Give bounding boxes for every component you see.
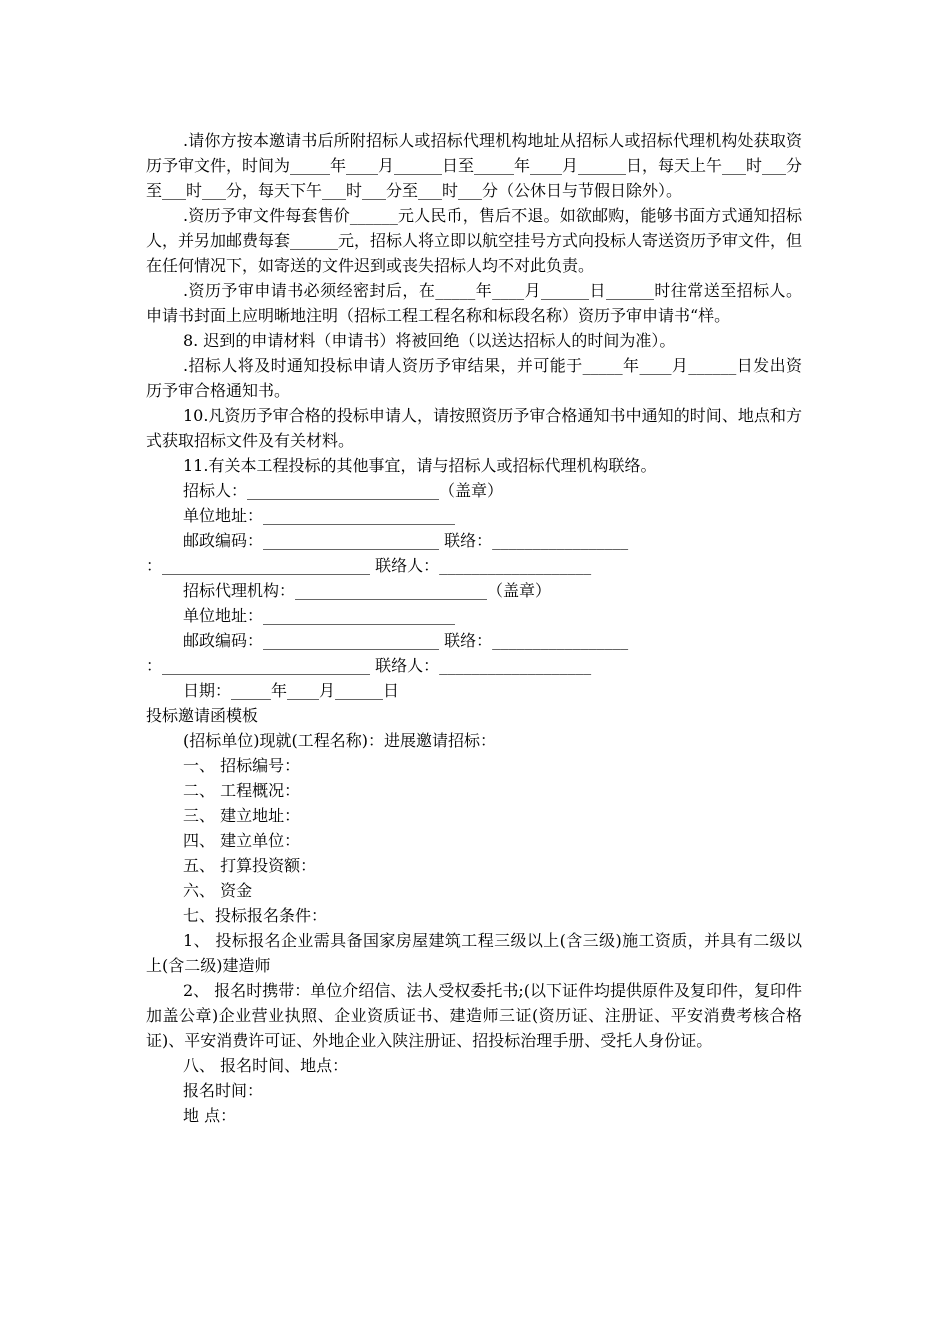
item-project-overview: 二、 工程概况： xyxy=(183,781,301,800)
paragraph-contact: 11.有关本工程投标的其他事宜，请与招标人或招标代理机构联络。 xyxy=(183,456,657,475)
paragraph-document-price: .资历予审文件每套售价______元人民币，售后不退。如欲邮购，能够书面方式通知招标人，并另加邮费每套______元，招标人将立即以航空挂号方式向投标人寄送资历予审文件，但在任何情况下，如寄送的文件迟到或丧失招标人均不对此负责。 xyxy=(146,206,803,275)
paragraph-sealed-submission: .资历予审申请书必须经密封后，在_____年____月______日______时往常送至招标人。申请书封面上应明晰地注明（招标工程工程名称和标段名称）资历予审申请书“样。 xyxy=(146,281,802,325)
item-funding: 六、 资金 xyxy=(183,881,253,900)
item-construction-site: 三、 建立地址： xyxy=(183,806,301,825)
condition-documents: 2、 报名时携带：单位介绍信、法人受权委托书;(以下证件均提供原件及复印件，复印件加盖公章)企业营业执照、企业资质证书、建造师三证(资历证、注册证、平安消费考核合格证)、平安消费许可证、外地企业入陕注册证、招投标治理手册、受托人身份证。 xyxy=(146,981,802,1050)
field-tenderer-postcode: 邮政编码：______________________ 联络：_________________ xyxy=(183,531,629,550)
field-tenderer-contact: ：__________________________ 联络人：___________________ xyxy=(146,556,592,575)
field-agency-contact: ：__________________________ 联络人：___________________ xyxy=(146,656,592,675)
item-tender-number: 一、 招标编号： xyxy=(183,756,301,775)
section-title: 投标邀请函模板 xyxy=(146,706,259,725)
paragraph-late-rejection: 8. 迟到的申请材料（申请书）将被回绝（以送达招标人的时间为准）。 xyxy=(183,331,676,350)
field-agency-address: 单位地址：________________________ xyxy=(183,606,456,625)
registration-place: 地 点： xyxy=(183,1106,237,1125)
paragraph-qualified-applicants: 10.凡资历予审合格的投标申请人，请按照资历予审合格通知书中通知的时间、地点和方式获取招标文件及有关材料。 xyxy=(146,406,802,450)
field-agency: 招标代理机构：________________________（盖章） xyxy=(183,581,552,600)
field-tenderer-address: 单位地址：________________________ xyxy=(183,506,456,525)
intro-line: (招标单位)现就(工程名称)：进展邀请招标： xyxy=(183,731,496,750)
field-agency-postcode: 邮政编码：______________________ 联络：_________________ xyxy=(183,631,629,650)
field-date: 日期：_____年____月______日 xyxy=(183,681,400,700)
item-construction-unit: 四、 建立单位： xyxy=(183,831,301,850)
document-page xyxy=(146,128,802,1128)
item-planned-investment: 五、 打算投资额： xyxy=(183,856,317,875)
paragraph-obtain-documents: .请你方按本邀请书后所附招标人或招标代理机构地址从招标人或招标代理机构处获取资历予审文件，时间为_____年____月______日至_____年____月______日，每天上午___时___分至___时___分，每天下午___时___分至___时___分（公休日与节假日除外）。 xyxy=(146,131,803,200)
field-tenderer: 招标人：________________________（盖章） xyxy=(183,481,504,500)
item-registration-time-place: 八、 报名时间、地点： xyxy=(183,1056,349,1075)
item-registration-conditions: 七、投标报名条件： xyxy=(183,906,328,925)
registration-time: 报名时间： xyxy=(183,1081,264,1100)
paragraph-notification: .招标人将及时通知投标申请人资历予审结果，并可能于_____年____月______日发出资历予审合格通知书。 xyxy=(146,356,802,400)
condition-qualification: 1、 投标报名企业需具备国家房屋建筑工程三级以上(含三级)施工资质，并具有二级以上(含二级)建造师 xyxy=(146,931,802,975)
